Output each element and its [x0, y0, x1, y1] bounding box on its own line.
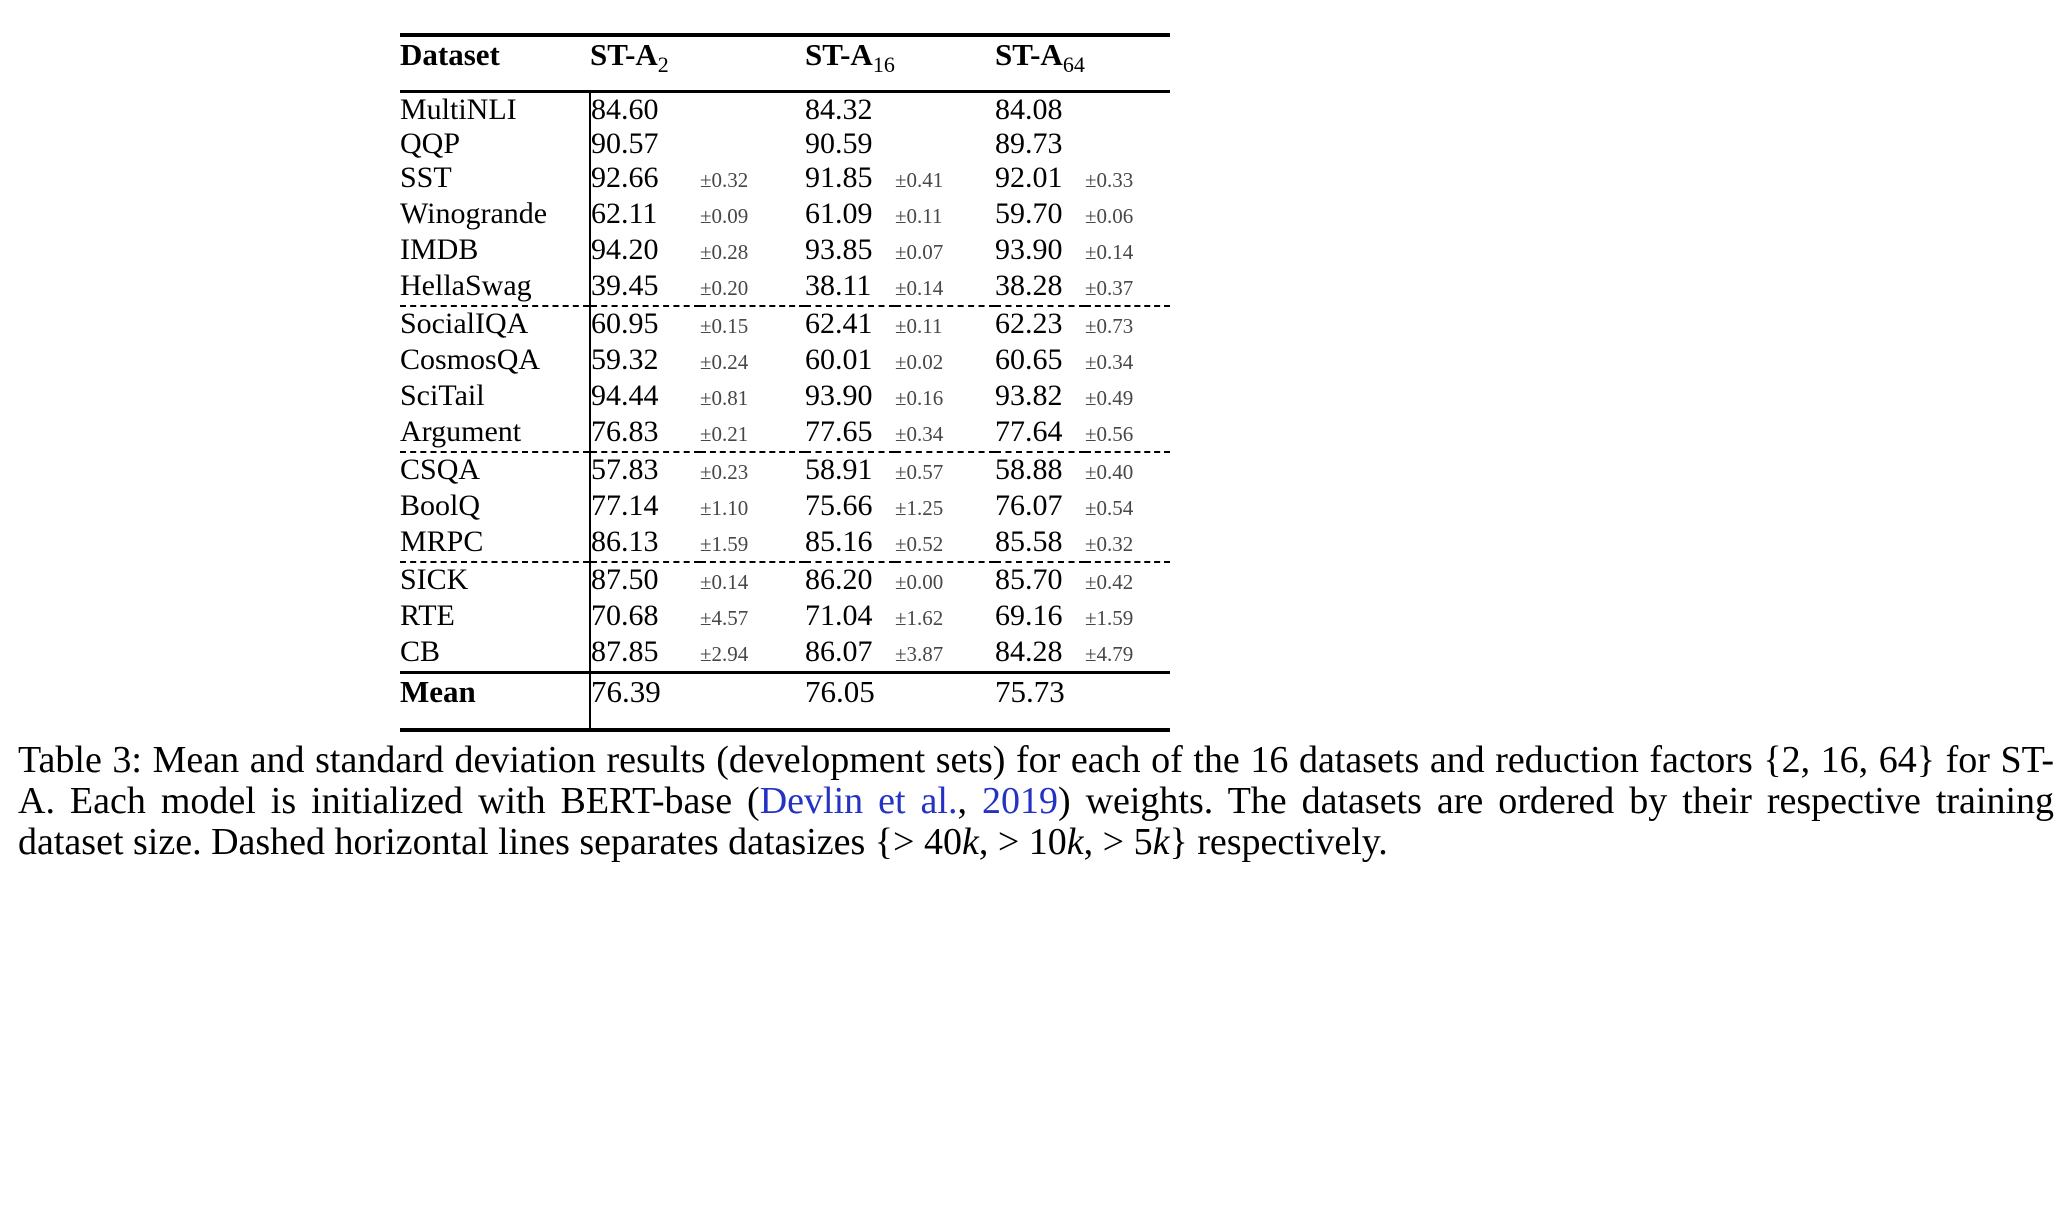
- mean-value: 87.50: [590, 562, 700, 599]
- dataset-name: BoolQ: [400, 489, 590, 525]
- std-value: ±1.59: [1085, 605, 1134, 630]
- mean-value: 85.16: [805, 524, 873, 558]
- std-value: ±4.79: [1085, 641, 1134, 666]
- mean-value: 93.82: [995, 378, 1063, 412]
- mean-value: 76.83: [591, 414, 659, 448]
- mean-value: 86.07: [805, 634, 873, 668]
- std-value: ±0.34: [1085, 349, 1134, 374]
- std-value: ±0.02: [895, 349, 944, 374]
- table-row: [400, 233, 1170, 269]
- std-value: ±0.14: [700, 562, 805, 599]
- std-value: ±0.32: [700, 167, 749, 192]
- std-value: ±0.23: [700, 452, 805, 489]
- std-value: ±0.40: [1085, 452, 1170, 489]
- std-value: ±0.57: [895, 452, 995, 489]
- table-row: [400, 269, 1170, 306]
- table-row: [400, 197, 1170, 233]
- std-value: ±0.00: [895, 562, 995, 599]
- std-value: ±0.32: [1085, 531, 1134, 556]
- std-value: ±0.14: [895, 275, 944, 300]
- std-value: [1085, 91, 1170, 127]
- column-header-subscript: 16: [872, 52, 895, 78]
- mean-value: 59.32: [591, 342, 659, 376]
- dataset-name: MRPC: [400, 525, 590, 562]
- column-header-label: ST-A: [590, 37, 658, 72]
- std-value: ±0.09: [700, 203, 749, 228]
- std-value: ±0.06: [1085, 203, 1134, 228]
- mean-value: 86.20: [805, 562, 895, 599]
- mean-value: 84.28: [995, 634, 1063, 668]
- table-caption: [18, 740, 2054, 863]
- mean-label: Mean: [400, 672, 590, 730]
- mean-value: 62.41: [805, 306, 895, 343]
- mean-value: 39.45: [591, 268, 659, 302]
- mean-value: 75.66: [805, 488, 873, 522]
- dataset-name: RTE: [400, 599, 590, 635]
- table-row: [400, 343, 1170, 379]
- std-value: ±1.10: [700, 495, 749, 520]
- dataset-name: CosmosQA: [400, 343, 590, 379]
- std-value: ±0.73: [1085, 306, 1170, 343]
- table-row: [400, 635, 1170, 673]
- caption-text: ) weights. The datasets are ordered by their respective training dataset size. Dashed horizontal lines separates datasizes {> 40: [18, 780, 2055, 863]
- std-value: ±1.62: [895, 605, 944, 630]
- mean-value: 84.60: [591, 92, 659, 126]
- mean-value: 57.83: [590, 452, 700, 489]
- mean-value: 58.91: [805, 452, 895, 489]
- std-value: ±0.11: [895, 306, 995, 343]
- std-value: ±0.07: [895, 239, 944, 264]
- mean-value: 69.16: [995, 598, 1063, 632]
- std-value: ±0.54: [1085, 495, 1134, 520]
- caption-text: k: [1152, 821, 1170, 863]
- table-row: [400, 415, 1170, 452]
- mean-value: 76.07: [995, 488, 1063, 522]
- mean-value: 77.14: [591, 488, 659, 522]
- std-value: ±4.57: [700, 605, 749, 630]
- caption-text: Table 3: Mean and standard deviation results (development sets) for each of the 16 datasets and reduction factors {2, 16, 64} for ST-A. Each model is initialized with BERT-base (: [18, 739, 2054, 822]
- mean-value: 62.23: [995, 306, 1085, 343]
- mean-value: 61.09: [805, 196, 873, 230]
- mean-value: 94.20: [591, 232, 659, 266]
- std-value: ±1.59: [700, 531, 749, 556]
- column-header-subscript: 64: [1062, 52, 1085, 78]
- column-header-sta2: [590, 35, 805, 91]
- mean-value: 60.01: [805, 342, 873, 376]
- table-row: [400, 599, 1170, 635]
- table-row: [400, 379, 1170, 415]
- std-value: ±0.52: [895, 531, 944, 556]
- std-value: ±0.33: [1085, 167, 1134, 192]
- std-value: ±0.16: [895, 385, 944, 410]
- mean-value: 58.88: [995, 452, 1085, 489]
- dataset-name: QQP: [400, 127, 590, 161]
- dataset-name: SocialIQA: [400, 306, 590, 343]
- mean-value: 92.66: [591, 160, 659, 194]
- std-value: ±0.49: [1085, 385, 1134, 410]
- column-header-label: ST-A: [995, 37, 1063, 72]
- mean-value: 75.73: [995, 672, 1170, 730]
- std-value: ±0.14: [1085, 239, 1134, 264]
- mean-value: 92.01: [995, 160, 1063, 194]
- table-row: [400, 91, 1170, 127]
- std-value: ±0.11: [895, 203, 943, 228]
- mean-value: 76.05: [805, 672, 995, 730]
- std-value: ±3.87: [895, 641, 944, 666]
- table-row: [400, 489, 1170, 525]
- mean-value: 93.85: [805, 232, 873, 266]
- mean-value: 87.85: [591, 634, 659, 668]
- column-header-label: ST-A: [805, 37, 873, 72]
- mean-value: 70.68: [591, 598, 659, 632]
- std-value: ±0.81: [700, 385, 749, 410]
- results-table: [400, 33, 1170, 732]
- std-value: ±0.34: [895, 421, 944, 446]
- mean-value: 60.95: [590, 306, 700, 343]
- table-row: [400, 306, 1170, 343]
- column-header-sta64: [995, 35, 1170, 91]
- dataset-name: SICK: [400, 562, 590, 599]
- std-value: [895, 91, 995, 127]
- std-value: ±1.25: [895, 495, 944, 520]
- dataset-name: HellaSwag: [400, 269, 590, 306]
- mean-value: 62.11: [591, 196, 658, 230]
- table-row: [400, 161, 1170, 197]
- std-value: [700, 127, 805, 161]
- table-row: [400, 562, 1170, 599]
- dataset-name: SciTail: [400, 379, 590, 415]
- table-row: [400, 127, 1170, 161]
- mean-value: 76.39: [590, 672, 805, 730]
- column-header-subscript: 2: [657, 52, 669, 78]
- std-value: ±0.28: [700, 239, 749, 264]
- column-header-dataset: Dataset: [400, 35, 590, 91]
- column-header-sta16: [805, 35, 995, 91]
- caption-text: k: [1066, 821, 1084, 863]
- citation-link[interactable]: Devlin et al.: [759, 780, 958, 822]
- caption-text: ,: [957, 780, 982, 822]
- mean-value: 85.70: [995, 562, 1085, 599]
- mean-value: 38.11: [805, 268, 872, 302]
- mean-value: 60.65: [995, 342, 1063, 376]
- table-row: [400, 525, 1170, 562]
- dataset-name: IMDB: [400, 233, 590, 269]
- caption-text: , > 5: [1083, 821, 1153, 863]
- citation-link[interactable]: 2019: [981, 780, 1058, 822]
- std-value: ±0.37: [1085, 275, 1134, 300]
- mean-value: 90.59: [805, 126, 873, 160]
- mean-value: 94.44: [591, 378, 659, 412]
- std-value: ±0.41: [895, 167, 944, 192]
- mean-value: 77.64: [995, 414, 1063, 448]
- dataset-name: MultiNLI: [400, 91, 590, 127]
- mean-value: 89.73: [995, 126, 1063, 160]
- mean-value: 59.70: [995, 196, 1063, 230]
- mean-value: 84.32: [805, 92, 873, 126]
- std-value: [1085, 127, 1170, 161]
- dataset-name: CB: [400, 635, 590, 673]
- mean-value: 90.57: [591, 126, 659, 160]
- mean-value: 84.08: [995, 92, 1063, 126]
- dataset-name: Winogrande: [400, 197, 590, 233]
- dataset-name: Argument: [400, 415, 590, 452]
- std-value: [700, 91, 805, 127]
- mean-value: 93.90: [995, 232, 1063, 266]
- caption-text: k: [961, 821, 979, 863]
- caption-text: } respectively.: [1169, 821, 1388, 863]
- mean-value: 85.58: [995, 524, 1063, 558]
- table-row: [400, 452, 1170, 489]
- dataset-name: CSQA: [400, 452, 590, 489]
- mean-value: 91.85: [805, 160, 873, 194]
- mean-row: [400, 672, 1170, 730]
- mean-value: 86.13: [591, 524, 659, 558]
- caption-text: , > 10: [978, 821, 1067, 863]
- dataset-name: SST: [400, 161, 590, 197]
- std-value: ±0.15: [700, 306, 805, 343]
- mean-value: 38.28: [995, 268, 1063, 302]
- std-value: ±0.20: [700, 275, 749, 300]
- std-value: ±0.42: [1085, 562, 1170, 599]
- std-value: [895, 127, 995, 161]
- std-value: ±0.56: [1085, 421, 1134, 446]
- header-row: [400, 35, 1170, 91]
- mean-value: 77.65: [805, 414, 873, 448]
- std-value: ±2.94: [700, 641, 749, 666]
- std-value: ±0.24: [700, 349, 749, 374]
- std-value: ±0.21: [700, 421, 749, 446]
- mean-value: 71.04: [805, 598, 873, 632]
- mean-value: 93.90: [805, 378, 873, 412]
